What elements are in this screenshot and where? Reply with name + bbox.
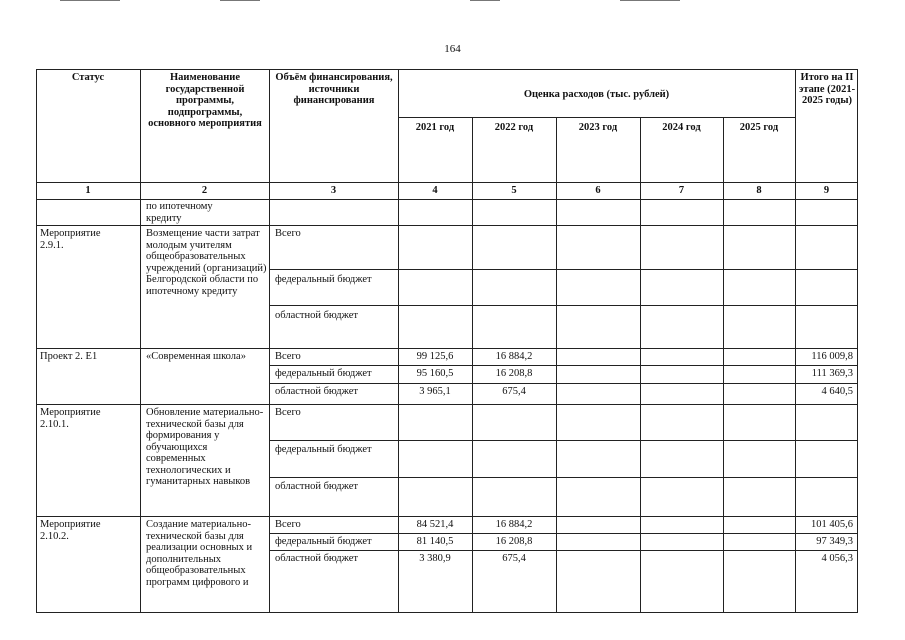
value-2021: 81 140,5 xyxy=(416,536,454,547)
value-total: 4 056,3 xyxy=(821,553,853,564)
source-federal: федеральный бюджет xyxy=(275,444,372,455)
row-name: «Современная школа» xyxy=(146,351,246,362)
source-total: Всего xyxy=(275,407,301,418)
header-name: Наименование государственной программы, подпрограммы, основного мероприятия xyxy=(148,72,262,129)
finance-table xyxy=(36,69,858,613)
value-total: 101 405,6 xyxy=(811,519,853,530)
value-2022: 675,4 xyxy=(502,386,526,397)
source-federal: федеральный бюджет xyxy=(275,536,372,547)
source-federal: федеральный бюджет xyxy=(275,274,372,285)
value-2021: 95 160,5 xyxy=(416,368,454,379)
value-total: 111 369,3 xyxy=(811,368,853,379)
col-number: 4 xyxy=(432,185,438,196)
value-total: 97 349,3 xyxy=(816,536,853,547)
header-status: Статус xyxy=(71,72,105,83)
col-number: 8 xyxy=(756,185,762,196)
value-total: 116 009,8 xyxy=(811,351,853,362)
source-regional: областной бюджет xyxy=(275,386,358,397)
row-name-continuation: по ипотечному кредиту xyxy=(146,201,213,224)
col-number: 9 xyxy=(823,185,830,196)
header-year-2021: 2021 год xyxy=(415,122,455,133)
col-number: 2 xyxy=(201,185,208,196)
row-status: Мероприятие 2.10.2. xyxy=(40,519,101,542)
row-status: Мероприятие 2.9.1. xyxy=(40,228,101,251)
value-2022: 16 208,8 xyxy=(495,368,533,379)
scan-edge-line xyxy=(470,0,500,1)
col-number: 5 xyxy=(511,185,517,196)
value-2022: 16 884,2 xyxy=(495,351,533,362)
source-federal: федеральный бюджет xyxy=(275,368,372,379)
value-2022: 16 884,2 xyxy=(495,519,533,530)
header-year-2024: 2024 год xyxy=(662,122,701,133)
source-regional: областной бюджет xyxy=(275,481,358,492)
value-2021: 3 380,9 xyxy=(419,553,451,564)
row-name: Обновление материально-технической базы для формирования у обучающихся современных технологических и гуманитарных навыков xyxy=(146,407,264,487)
source-regional: областной бюджет xyxy=(275,553,358,564)
value-2022: 16 208,8 xyxy=(495,536,533,547)
scan-edge-line xyxy=(620,0,680,1)
value-total: 4 640,5 xyxy=(821,386,853,397)
page-number: 164 xyxy=(444,43,461,55)
scan-edge-line xyxy=(60,0,120,1)
value-2022: 675,4 xyxy=(502,553,526,564)
col-number: 7 xyxy=(678,185,685,196)
value-2021: 99 125,6 xyxy=(416,351,454,362)
scan-edge-line xyxy=(220,0,260,1)
col-number: 1 xyxy=(85,185,91,196)
row-name: Создание материально-технической базы для реализации основных и дополнительных общеобразовательных программ цифрового и xyxy=(146,519,253,588)
header-year-2023: 2023 год xyxy=(578,122,618,133)
col-number: 3 xyxy=(330,185,337,196)
row-name: Возмещение части затрат молодым учителям общеобразовательных учреждений (организаций) Белгородской области по ипотечному кредиту xyxy=(146,228,267,297)
header-year-2025: 2025 год xyxy=(739,122,779,133)
header-volume: Объём финансирования, источники финансирования xyxy=(275,72,393,106)
source-total: Всего xyxy=(275,351,301,362)
value-2021: 3 965,1 xyxy=(419,386,451,397)
header-year-2022: 2022 год xyxy=(494,122,534,133)
col-number: 6 xyxy=(595,185,601,196)
row-status: Проект 2. Е1 xyxy=(40,351,98,362)
value-2021: 84 521,4 xyxy=(416,519,454,530)
header-estimate: Оценка расходов (тыс. рублей) xyxy=(523,89,670,100)
source-total: Всего xyxy=(275,228,301,239)
source-regional: областной бюджет xyxy=(275,310,358,321)
row-status: Мероприятие 2.10.1. xyxy=(40,407,101,430)
source-total: Всего xyxy=(275,519,301,530)
header-total: Итого на II этапе (2021-2025 годы) xyxy=(798,72,856,106)
